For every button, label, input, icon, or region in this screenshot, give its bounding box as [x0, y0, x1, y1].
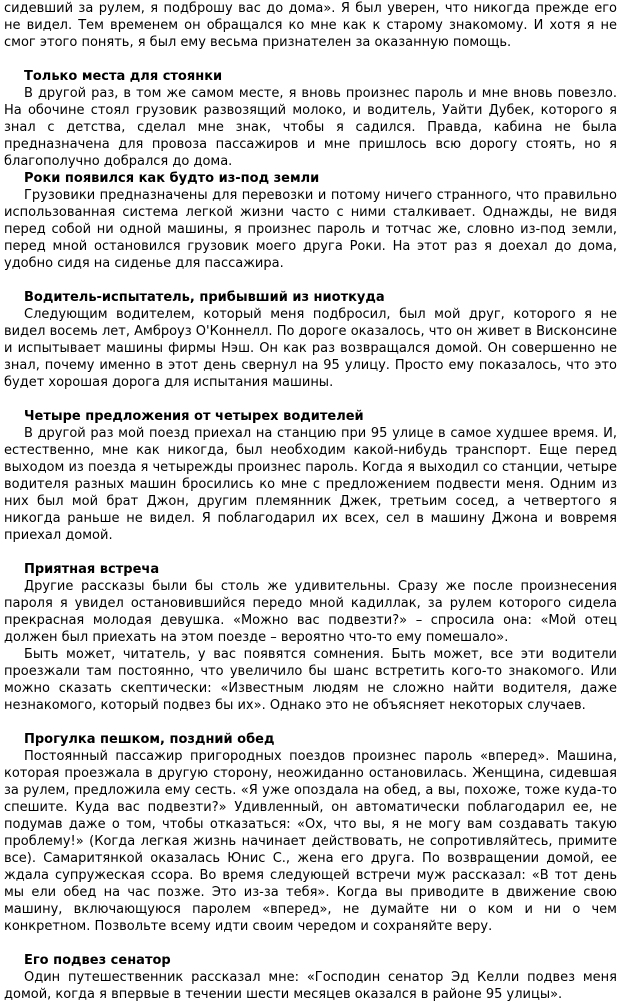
section-heading-late-dinner: Прогулка пешком, поздний обед: [24, 732, 275, 747]
section-gap: [4, 391, 617, 408]
section-gap: [4, 544, 617, 561]
section-gap: [4, 714, 617, 731]
section-heading-rocky: Роки появился как будто из-под земли: [24, 171, 320, 186]
paragraph: Быть может, читатель, у вас появятся сомнения. Быть может, все эти водители проезжали там постоянно, что увеличило бы шанс встретить кого-то знакомого. Или можно сказать скептически: «Известным людям не сложно найти водителя, даже незнакомого, который подвез бы их». Однако это не объясняет некоторых случаев.: [4, 647, 617, 713]
paragraph: Один путешественник рассказал мне: «Господин сенатор Эд Келли подвез меня домой, когда я впервые в течении шести месяцев оказался в районе 95 улицы».: [4, 970, 617, 1002]
section-gap: [4, 935, 617, 952]
section-heading-pleasant-meeting: Приятная встреча: [24, 562, 160, 577]
paragraph: Постоянный пассажир пригородных поездов произнес пароль «вперед». Машина, которая проезжала в другую сторону, неожиданно остановилась. Женщина, сидевшая за рулем, предложила ему сесть. «Я уже опоздала на обед, а вы, похоже, тоже куда-то спешите. Куда вас подвезти?» Удивленный, он автоматически поблагодарил ее, не подумав даже о том, чтобы отказаться: «Ох, что вы, я не могу вам создавать такую проблему!» (Когда легкая жизнь начинает действовать, не сопротивляйтесь, примите все). Самаритянкой оказалась Юнис С., жена его друга. По возвращении домой, ее ждала супружеская ссора. Во время следующей встречи муж рассказал: «В тот день мы ели обед на час позже. Это из-за тебя». Когда вы приводите в движение свою машину, включающуюся паролем «вперед», не думайте ни о ком и ни о чем конкретном. Позвольте всему идти своим чередом и сохраняйте веру.: [4, 749, 617, 934]
section-heading-test-driver: Водитель-испытатель, прибывший из ниоткуда: [24, 290, 385, 305]
paragraph: Грузовики предназначены для перевозки и потому ничего странного, что правильно использованная система легкой жизни часто с ними сталкивает. Однажды, не видя перед собой ни одной машины, я произнес пароль и тотчас же, словно из-под земли, перед мной остановился грузовик моего друга Роки. На этот раз я доехал до дома, удобно сидя на сиденье для пассажира.: [4, 188, 617, 271]
paragraph: Другие рассказы были бы столь же удивительны. Сразу же после произнесения пароля я увидел остановившийся передо мной кадиллак, за рулем которого сидела прекрасная молодая девушка. «Можно вас подвезти?» – спросила она: «Мой отец должен был приехать на этом поезде – вероятно что-то ему помешало».: [4, 579, 617, 645]
section-gap: [4, 272, 617, 289]
paragraph: В другой раз мой поезд приехал на станцию при 95 улице в самое худшее время. И, естественно, мне как никогда, был необходим какой-нибудь транспорт. Еще перед выходом из поезда я четырежды произнес пароль. Когда я выходил со станции, четыре водителя разных машин бросились ко мне с предложением подвести меня. Одним из них был мой брат Джон, другим племянник Джек, третьим сосед, а четвертого я никогда раньше не видел. Я поблагодарил их всех, сел в машину Джона и вовремя приехал домой.: [4, 426, 617, 543]
section-heading-four-drivers: Четыре предложения от четырех водителей: [24, 409, 364, 424]
intro-paragraph: сидевший за рулем, я подброшу вас до дома». Я был уверен, что никогда прежде его не видел. Тем временем он обращался ко мне как к старому знакомому. И хотя я не смог этого понять, я был ему весьма признателен за оказанную помощь.: [4, 1, 617, 50]
section-heading-senator: Его подвез сенатор: [24, 953, 171, 968]
paragraph: Следующим водителем, который меня подбросил, был мой друг, которого я не видел восемь лет, Амброуз О'Коннелл. По дороге оказалось, что он живет в Висконсине и испытывает машины фирмы Нэш. Он как раз возвращался домой. Он совершенно не знал, почему именно в этот день свернул на 95 улицу. Просто ему показалось, что это будет хорошая дорога для испытания машины.: [4, 307, 617, 390]
section-heading-parking: Только места для стоянки: [24, 69, 223, 84]
section-gap: [4, 51, 617, 68]
paragraph: В другой раз, в том же самом месте, я вновь произнес пароль и мне вновь повезло. На обочине стоял грузовик развозящий молоко, и водитель, Уайти Дубек, которого я знал с детства, сделал мне знак, чтобы я садился. Правда, кабина не была предназначена для провоза пассажиров и мне пришлось всю дорогу стоять, но я благополучно добрался до дома.: [4, 86, 617, 169]
